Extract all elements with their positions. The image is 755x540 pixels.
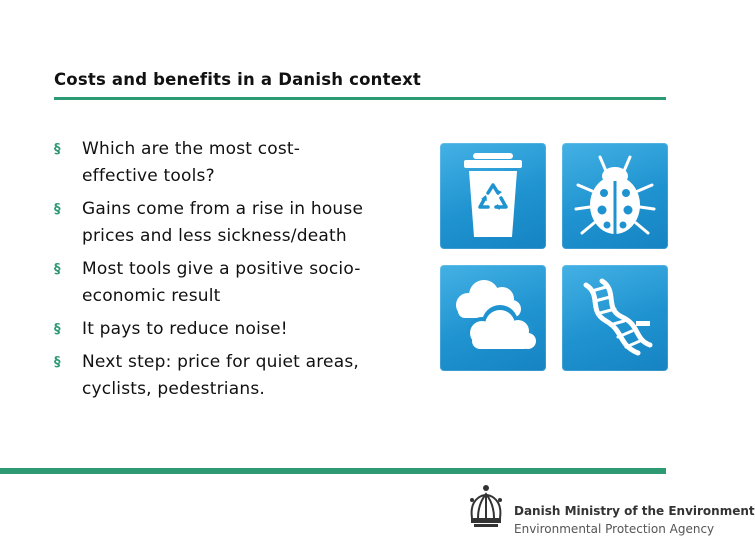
bug-tile [562, 143, 668, 249]
dna-tile [562, 265, 668, 371]
bullet-item [54, 196, 374, 250]
bullet-marker: § [54, 355, 61, 370]
recycle-tile [440, 143, 546, 249]
title-divider [54, 97, 666, 100]
clouds-tile [440, 265, 546, 371]
dna-icon [562, 265, 668, 371]
recycle-bin-icon [440, 143, 546, 249]
footer-divider [0, 468, 666, 474]
bullet-item [54, 136, 374, 190]
crown-icon [466, 482, 506, 532]
bullet-text: Which are the most cost-effective tools? [82, 139, 301, 186]
logo-line-agency: Environmental Protection Agency [514, 522, 715, 536]
bullet-marker: § [54, 202, 61, 217]
bullet-text: Most tools give a positive socio-economic result [82, 259, 361, 306]
icon-tile-grid [440, 143, 668, 371]
logo-line-ministry: Danish Ministry of the Environment [514, 504, 755, 518]
slide-title: Costs and benefits in a Danish context [54, 70, 422, 89]
bullet-text: Gains come from a rise in house prices and less sickness/death [82, 199, 364, 246]
bullet-item [54, 316, 374, 343]
bullet-marker: § [54, 322, 61, 337]
bullet-marker: § [54, 142, 61, 157]
bullet-marker: § [54, 262, 61, 277]
bullet-item [54, 349, 374, 403]
bullet-text: It pays to reduce noise! [82, 319, 288, 339]
ladybug-icon [562, 143, 668, 249]
bullet-text: Next step: price for quiet areas, cyclists, pedestrians. [82, 352, 359, 399]
ministry-logo [514, 502, 755, 538]
bullet-list [54, 136, 374, 409]
bullet-item [54, 256, 374, 310]
clouds-icon [440, 265, 546, 371]
